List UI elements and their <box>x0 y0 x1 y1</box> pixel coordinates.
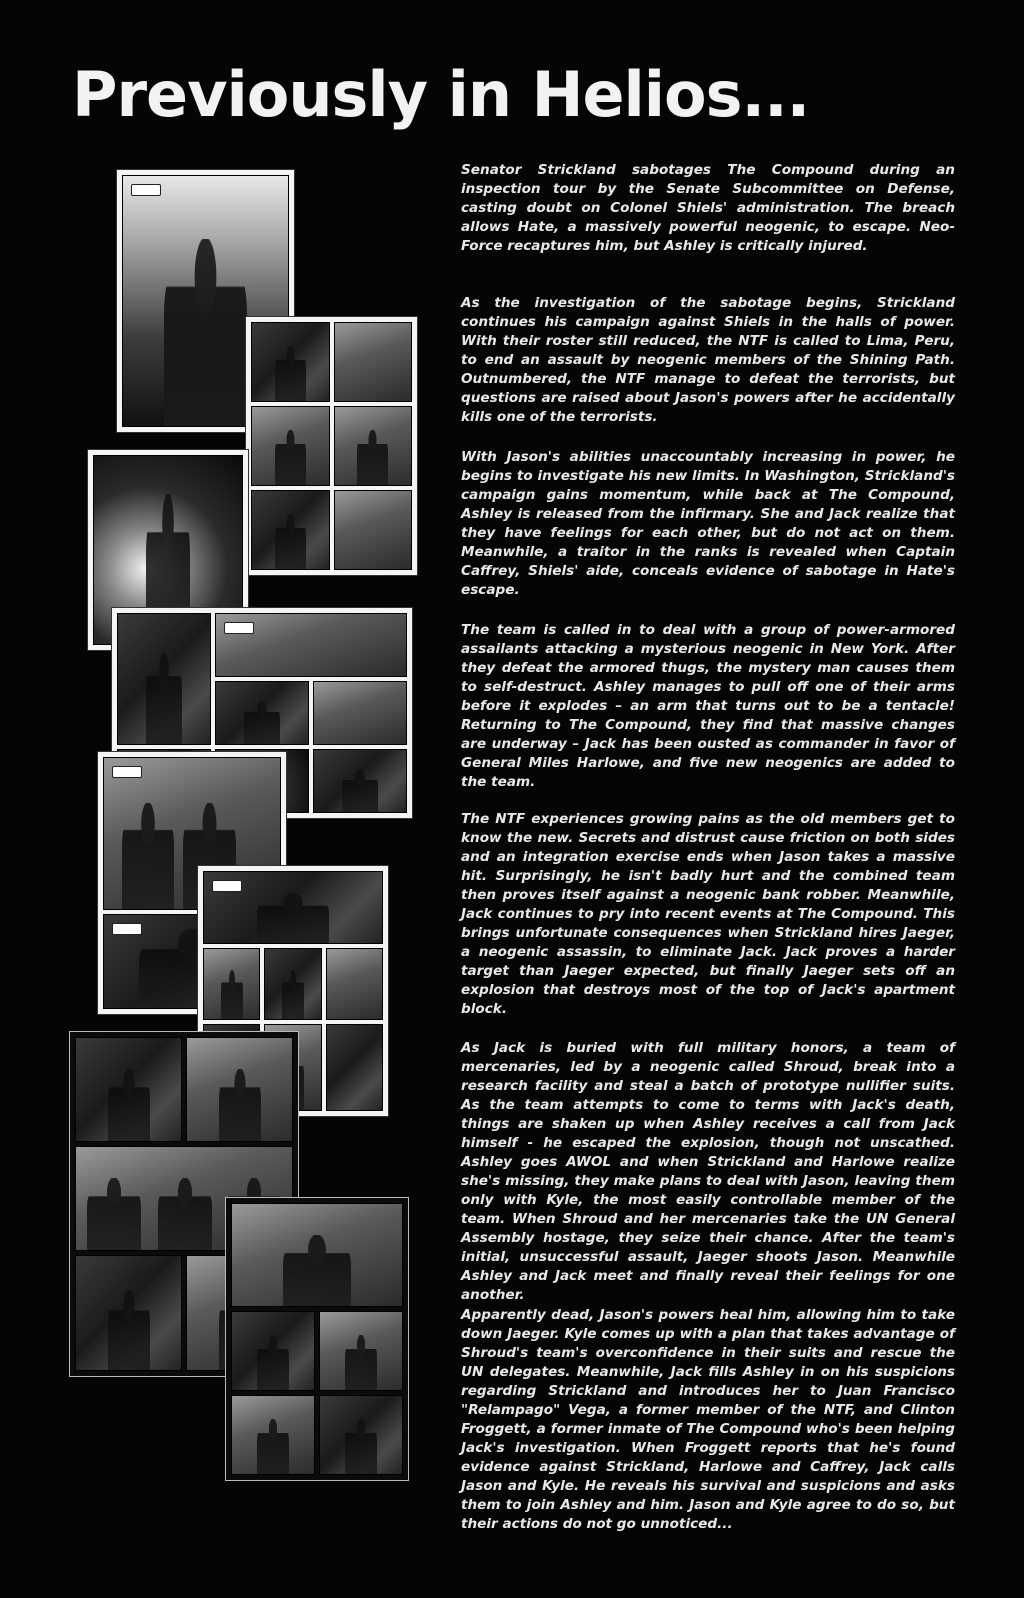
comic-panel <box>231 1203 403 1307</box>
comic-panel <box>75 1037 182 1142</box>
comic-page-thumbnail <box>226 1198 408 1480</box>
comic-panel <box>203 871 383 944</box>
recap-paragraph: The team is called in to deal with a group of power-armored assailants attacking a mysterious neogenic in New York. After they defeat the armored thugs, the mystery man causes them to self-destruct. Ashley manages to pull off one of their arms before it explodes – an arm that turns out to be a tentacle! Returning to The Compound, they find that massive changes are underway – Jack has been ousted as commander in favor of General Miles Harlowe, and five new neogenics are added to the team. <box>461 622 955 790</box>
comic-panel <box>334 490 413 570</box>
comic-panel <box>215 681 309 745</box>
comic-panel <box>251 322 330 402</box>
comic-panel <box>334 406 413 486</box>
comic-panel <box>231 1395 315 1475</box>
comic-panel <box>251 406 330 486</box>
comic-panel <box>264 948 321 1021</box>
comic-panel <box>75 1255 182 1371</box>
comic-panel <box>117 613 211 745</box>
comic-panel <box>231 1311 315 1391</box>
recap-paragraph: Apparently dead, Jason's powers heal him, allowing him to take down Jaeger. Kyle comes up with a plan that takes advantage of Shroud's team's overconfidence in their suits and rescue the UN delegates. Meanwhile, Jack fills Ashley in on his suspicions regarding Strickland and introduces her to Juan Francisco "Relampago" Vega, a former member of the NTF, and Clinton Froggett, a former inmate of The Compound who's been helping Jack's investigation. When Froggett reports that he's found evidence against Strickland, Harlowe and Caffrey, Jack calls Jason and Kyle. He reveals his survival and suspicions and asks them to join Ashley and him. Jason and Kyle agree to do so, but their actions do not go unnoticed... <box>461 1307 955 1532</box>
recap-paragraph: The NTF experiences growing pains as the old members get to know the new. Secrets and distrust cause friction on both sides and an integration exercise ends when Jason takes a massive hit. Surprisingly, he isn't badly hurt and the combined team then proves itself against a neogenic bank robber. Meanwhile, Jack continues to pry into recent events at The Compound. This brings unfortunate consequences when Strickland hires Jaeger, a neogenic assassin, to eliminate Jack. Jack proves a harder target than Jaeger expected, but finally Jaeger sets off an explosion that destroys most of the top of Jack's apartment block. <box>461 811 955 1017</box>
recap-paragraph: Senator Strickland sabotages The Compound during an inspection tour by the Senate Subcommittee on Defense, casting doubt on Colonel Shiels' administration. The breach allows Hate, a massively powerful neogenic, to escape. Neo-Force recaptures him, but Ashley is critically injured. <box>461 162 955 254</box>
comic-panel <box>326 948 383 1021</box>
comic-panel <box>326 1024 383 1111</box>
comic-panel <box>251 490 330 570</box>
comic-page-thumbnail <box>246 317 417 575</box>
comic-panel <box>215 613 407 677</box>
page-title: Previously in Helios... <box>72 58 810 131</box>
recap-paragraph: As the investigation of the sabotage begins, Strickland continues his campaign against Shiels in the halls of power. With their roster still reduced, the NTF is called to Lima, Peru, to end an assault by neogenic members of the Shining Path. Outnumbered, the NTF manage to defeat the terrorists, but questions are raised about Jason's powers after he accidentally kills one of the terrorists. <box>461 295 955 425</box>
comic-panel <box>313 681 407 745</box>
comic-panel <box>203 948 260 1021</box>
comic-panel <box>334 322 413 402</box>
comic-panel <box>313 749 407 813</box>
recap-paragraph: As Jack is buried with full military honors, a team of mercenaries, led by a neogenic called Shroud, break into a research facility and steal a batch of prototype nullifier suits. As the team attempts to come to terms with Jack's death, things are shaken up when Ashley receives a call from Jack himself - he escaped the explosion, though not unscathed. Ashley goes AWOL and when Strickland and Harlowe realize she's missing, they make plans to deal with Jason, leaving them only with Kyle, the most easily controllable member of the team. When Shroud and her mercenaries take the UN General Assembly hostage, they seize their chance. After the team's initial, unsuccessful assault, Jaeger shoots Jason. Meanwhile Ashley and Jack meet and finally reveal their feelings for one another. <box>461 1040 955 1303</box>
comic-panel <box>186 1037 293 1142</box>
recap-paragraph: With Jason's abilities unaccountably increasing in power, he begins to investigate his new limits. In Washington, Strickland's campaign gains momentum, while back at The Compound, Ashley is released from the infirmary. She and Jack realize that they have feelings for each other, but do not act on them. Meanwhile, a traitor in the ranks is revealed when Captain Caffrey, Shiels' aide, conceals evidence of sabotage in Hate's escape. <box>461 449 955 598</box>
comic-panel <box>319 1311 403 1391</box>
comic-panel <box>319 1395 403 1475</box>
